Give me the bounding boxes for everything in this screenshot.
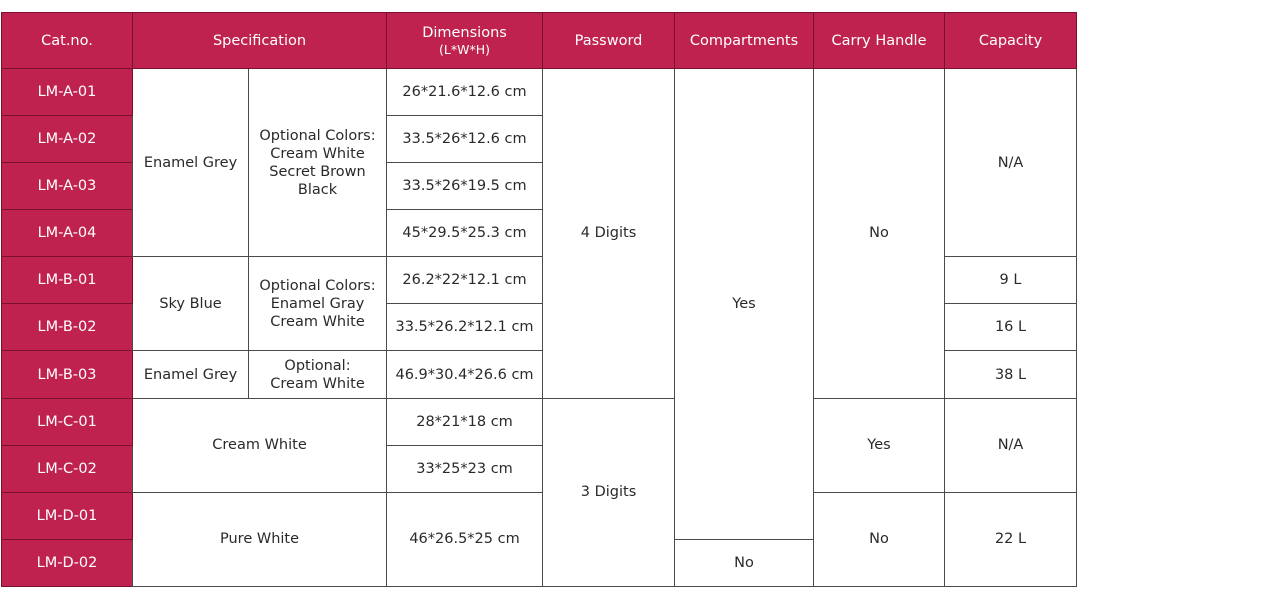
header-capacity: Capacity bbox=[945, 13, 1077, 69]
spec-option-line: Optional Colors: bbox=[259, 277, 376, 294]
header-carry-handle: Carry Handle bbox=[814, 13, 945, 69]
carry-handle-cell: No bbox=[814, 492, 945, 586]
product-spec-table bbox=[1, 12, 1077, 587]
compartments-cell: Yes bbox=[675, 69, 814, 540]
catno-cell: LM-B-02 bbox=[2, 304, 133, 351]
carry-handle-cell: No bbox=[814, 69, 945, 399]
spec-options-cell bbox=[249, 69, 387, 257]
header-catno: Cat.no. bbox=[2, 13, 133, 69]
dimensions-cell: 28*21*18 cm bbox=[387, 398, 543, 445]
spec-option-line: Optional Colors: bbox=[259, 127, 376, 144]
header-compartments: Compartments bbox=[675, 13, 814, 69]
catno-cell: LM-B-01 bbox=[2, 257, 133, 304]
header-dimensions bbox=[387, 13, 543, 69]
table-row bbox=[2, 492, 1077, 539]
header-password: Password bbox=[543, 13, 675, 69]
header-dimensions-unit: (L*W*H) bbox=[439, 41, 490, 57]
catno-cell: LM-B-03 bbox=[2, 351, 133, 398]
header-specification: Specification bbox=[133, 13, 387, 69]
dimensions-cell: 33*25*23 cm bbox=[387, 445, 543, 492]
spec-color-cell: Enamel Grey bbox=[133, 351, 249, 398]
dimensions-cell: 45*29.5*25.3 cm bbox=[387, 210, 543, 257]
dimensions-cell: 33.5*26*19.5 cm bbox=[387, 163, 543, 210]
spec-option-line: Secret Brown bbox=[269, 163, 366, 180]
catno-cell: LM-D-01 bbox=[2, 492, 133, 539]
password-cell: 4 Digits bbox=[543, 69, 675, 399]
catno-cell: LM-A-01 bbox=[2, 69, 133, 116]
capacity-cell: 16 L bbox=[945, 304, 1077, 351]
dimensions-cell: 33.5*26*12.6 cm bbox=[387, 116, 543, 163]
spec-option-line: Cream White bbox=[270, 145, 365, 162]
capacity-cell: N/A bbox=[945, 69, 1077, 257]
spec-option-line: Cream White bbox=[270, 313, 365, 330]
capacity-cell: 22 L bbox=[945, 492, 1077, 586]
spec-option-line: Enamel Gray bbox=[270, 295, 365, 312]
table-row bbox=[2, 398, 1077, 445]
dimensions-cell: 26*21.6*12.6 cm bbox=[387, 69, 543, 116]
compartments-cell: No bbox=[675, 539, 814, 586]
spec-option-line: Optional: bbox=[284, 357, 351, 374]
dimensions-cell: 26.2*22*12.1 cm bbox=[387, 257, 543, 304]
dimensions-cell: 46.9*30.4*26.6 cm bbox=[387, 351, 543, 398]
carry-handle-cell: Yes bbox=[814, 398, 945, 492]
spec-color-cell: Cream White bbox=[133, 398, 387, 492]
dimensions-cell: 46*26.5*25 cm bbox=[387, 492, 543, 586]
header-row bbox=[2, 13, 1077, 69]
catno-cell: LM-D-02 bbox=[2, 539, 133, 586]
catno-cell: LM-A-02 bbox=[2, 116, 133, 163]
spec-color-cell: Pure White bbox=[133, 492, 387, 586]
spec-options-cell bbox=[249, 351, 387, 398]
table-row bbox=[2, 69, 1077, 116]
catno-cell: LM-A-04 bbox=[2, 210, 133, 257]
catno-cell: LM-A-03 bbox=[2, 163, 133, 210]
dimensions-cell: 33.5*26.2*12.1 cm bbox=[387, 304, 543, 351]
catno-cell: LM-C-01 bbox=[2, 398, 133, 445]
catno-cell: LM-C-02 bbox=[2, 445, 133, 492]
capacity-cell: N/A bbox=[945, 398, 1077, 492]
spec-options-cell bbox=[249, 257, 387, 351]
spec-color-cell: Sky Blue bbox=[133, 257, 249, 351]
spec-color-cell: Enamel Grey bbox=[133, 69, 249, 257]
password-cell: 3 Digits bbox=[543, 398, 675, 586]
capacity-cell: 9 L bbox=[945, 257, 1077, 304]
capacity-cell: 38 L bbox=[945, 351, 1077, 398]
spec-option-line: Cream White bbox=[270, 375, 365, 392]
header-dimensions-label: Dimensions bbox=[422, 24, 507, 41]
spec-option-line: Black bbox=[297, 181, 338, 198]
